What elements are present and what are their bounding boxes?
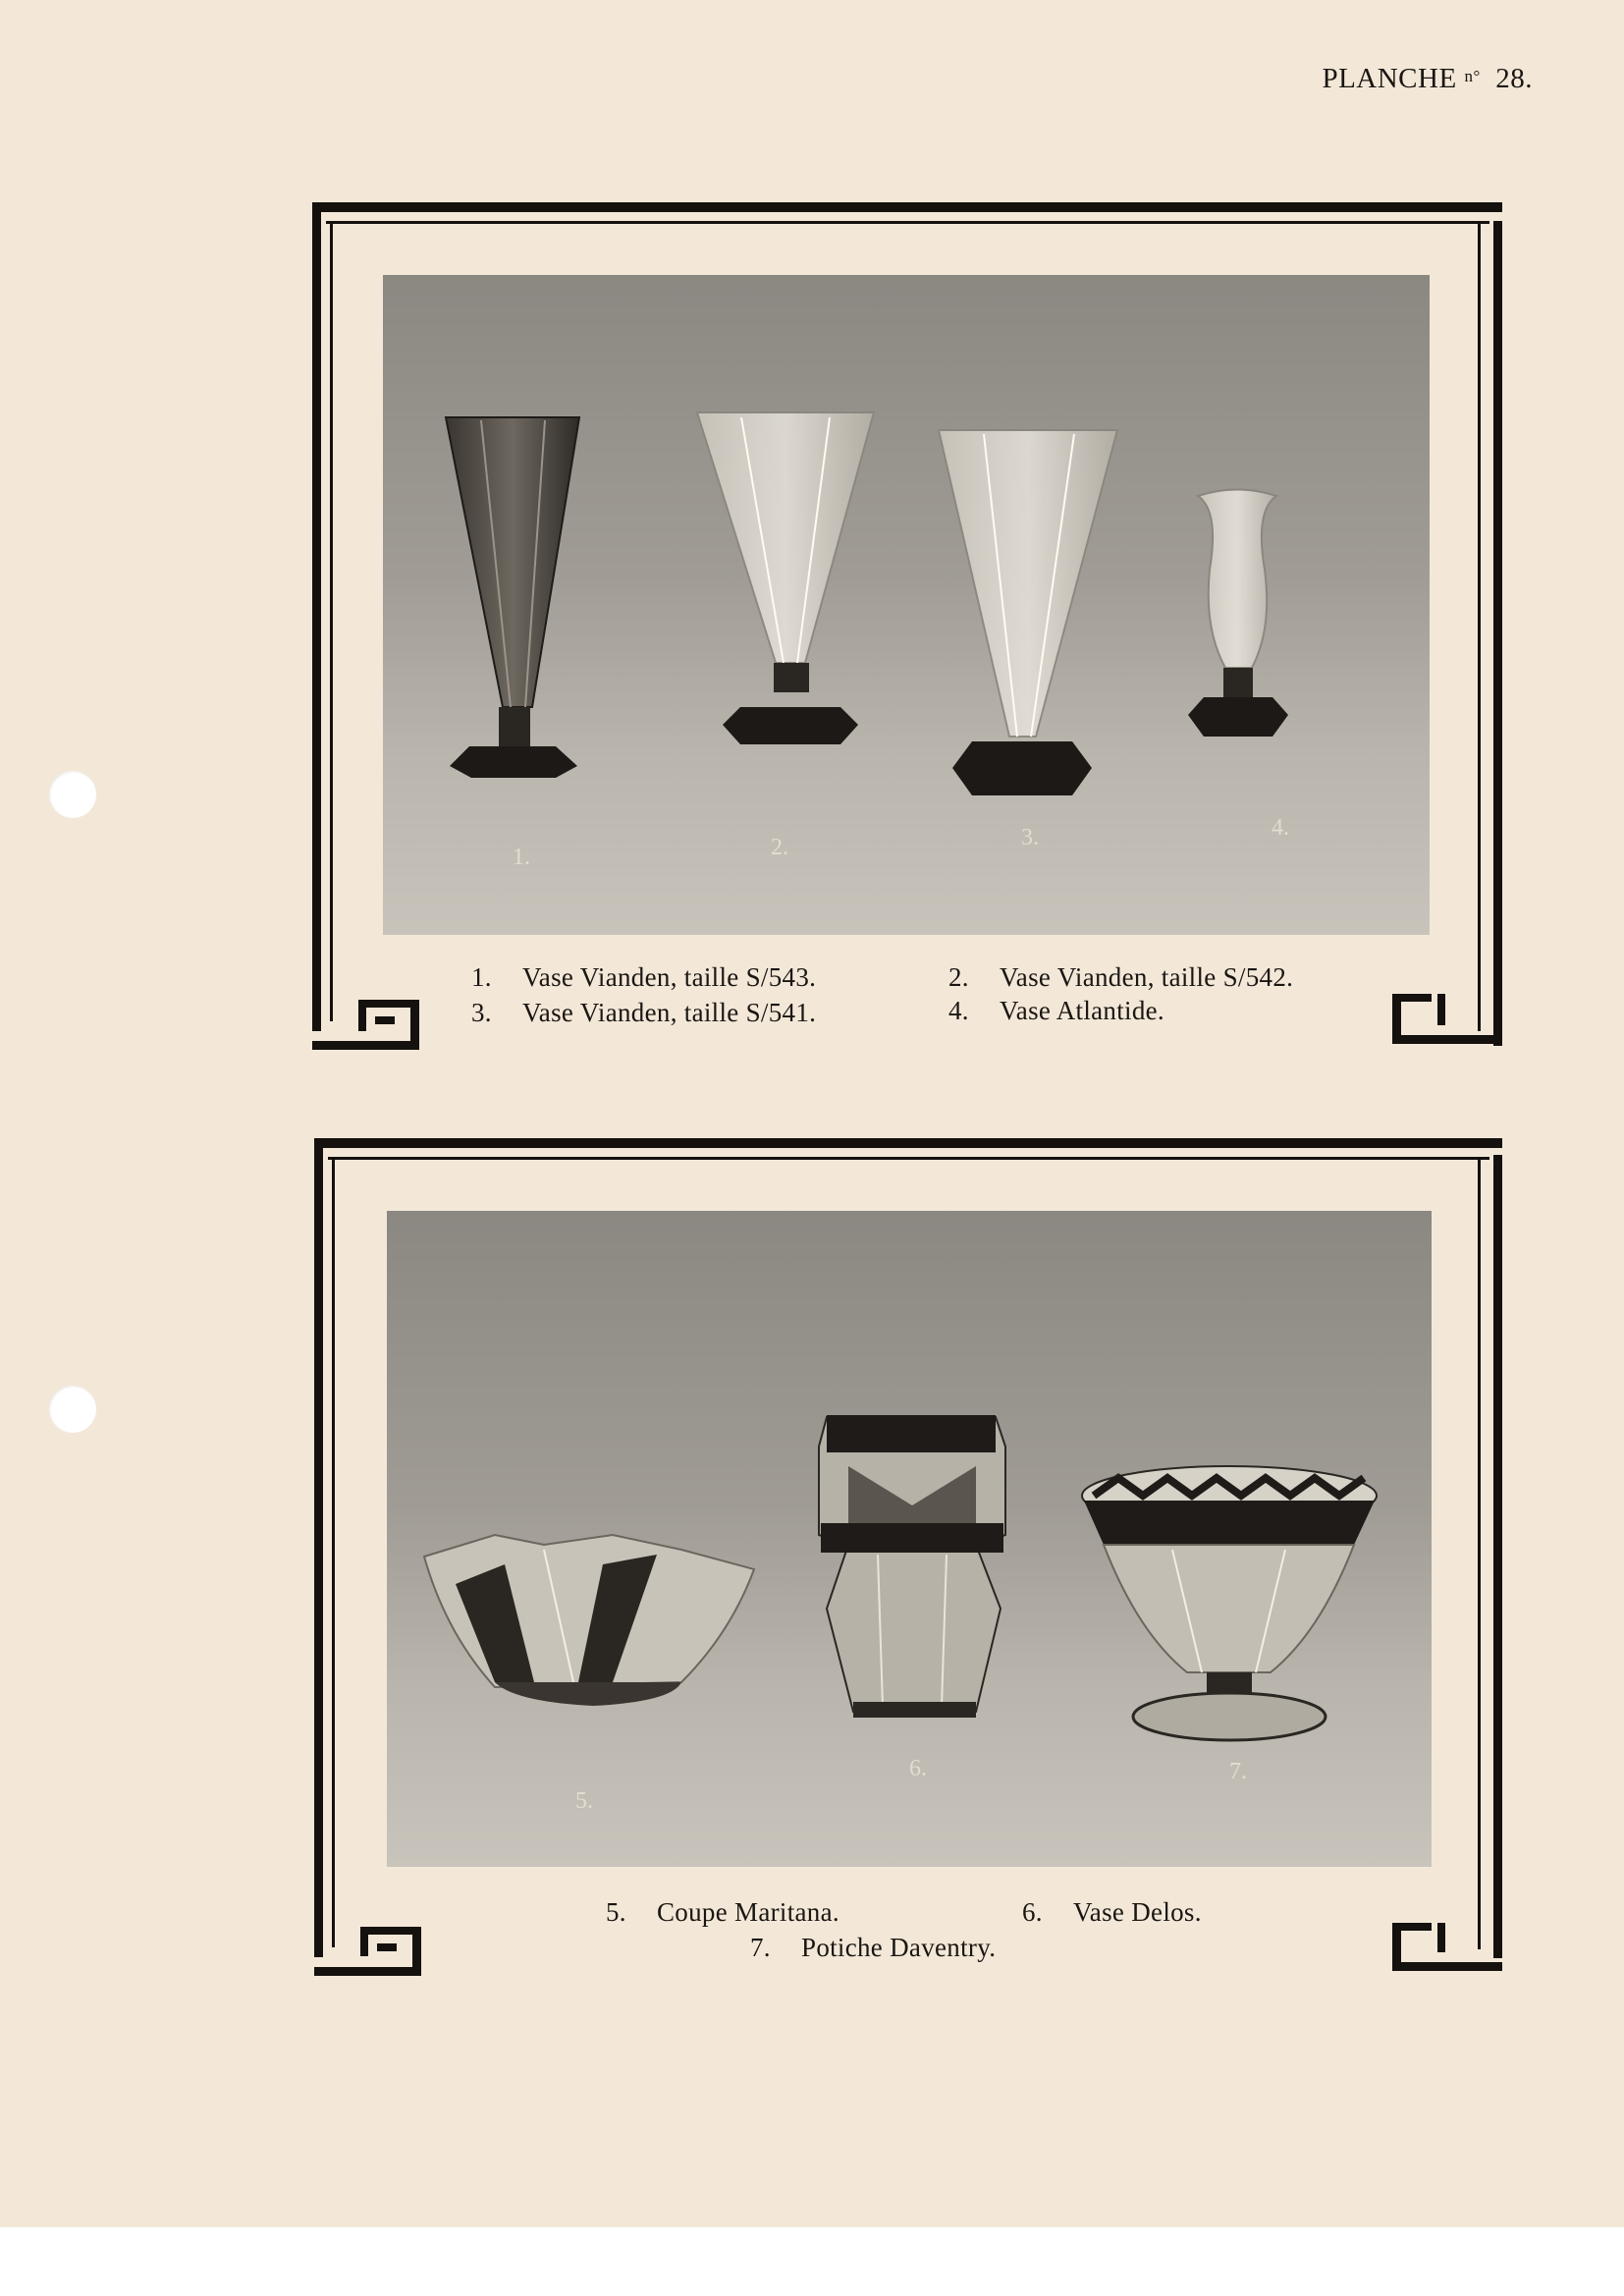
photo-vases-5-7	[387, 1211, 1432, 1867]
vase-atlantide	[1188, 490, 1288, 738]
caption-number: 5.	[606, 1897, 626, 1927]
vase-vianden-542	[697, 412, 874, 744]
greek-key-ornament	[314, 1927, 421, 1976]
greek-key-ornament	[1392, 994, 1502, 1044]
vase-vianden-541	[939, 430, 1117, 795]
figure-number: 3.	[1021, 825, 1039, 850]
caption-text: Vase Delos.	[1073, 1897, 1202, 1927]
caption-text: Coupe Maritana.	[657, 1897, 839, 1927]
greek-key-ornament	[312, 1000, 419, 1050]
caption-item	[1022, 1897, 1202, 1928]
plate-number-value: 28.	[1495, 63, 1533, 94]
caption-item	[948, 996, 1164, 1026]
plate-number-mark: n°	[1464, 67, 1481, 85]
caption-text: Vase Vianden, taille S/541.	[522, 998, 817, 1027]
caption-text: Vase Vianden, taille S/543.	[522, 962, 817, 992]
figure-number: 7.	[1229, 1759, 1247, 1784]
caption-item	[606, 1897, 839, 1928]
caption-item	[750, 1933, 996, 1963]
caption-text: Potiche Daventry.	[801, 1933, 997, 1962]
caption-number: 6.	[1022, 1897, 1043, 1927]
figure-number: 6.	[909, 1756, 927, 1781]
coupe-maritana	[424, 1535, 754, 1706]
caption-number: 4.	[948, 996, 969, 1025]
potiche-daventry	[1082, 1466, 1377, 1740]
caption-number: 7.	[750, 1933, 771, 1962]
caption-item	[471, 962, 816, 993]
vase-delos	[819, 1415, 1005, 1718]
greek-key-ornament	[1392, 1923, 1502, 1971]
caption-item	[948, 962, 1293, 993]
caption-number: 1.	[471, 962, 492, 992]
figure-number: 4.	[1272, 815, 1289, 841]
caption-number: 2.	[948, 962, 969, 992]
figure-number: 5.	[575, 1788, 593, 1814]
plate-label: PLANCHE	[1322, 63, 1457, 94]
vase-vianden-543	[446, 417, 579, 778]
caption-text: Vase Atlantide.	[1000, 996, 1164, 1025]
caption-item	[471, 998, 816, 1028]
photo-vases-1-4	[383, 275, 1430, 935]
figure-number: 2.	[771, 835, 788, 860]
figure-number: 1.	[513, 845, 530, 870]
caption-text: Vase Vianden, taille S/542.	[1000, 962, 1294, 992]
caption-number: 3.	[471, 998, 492, 1027]
